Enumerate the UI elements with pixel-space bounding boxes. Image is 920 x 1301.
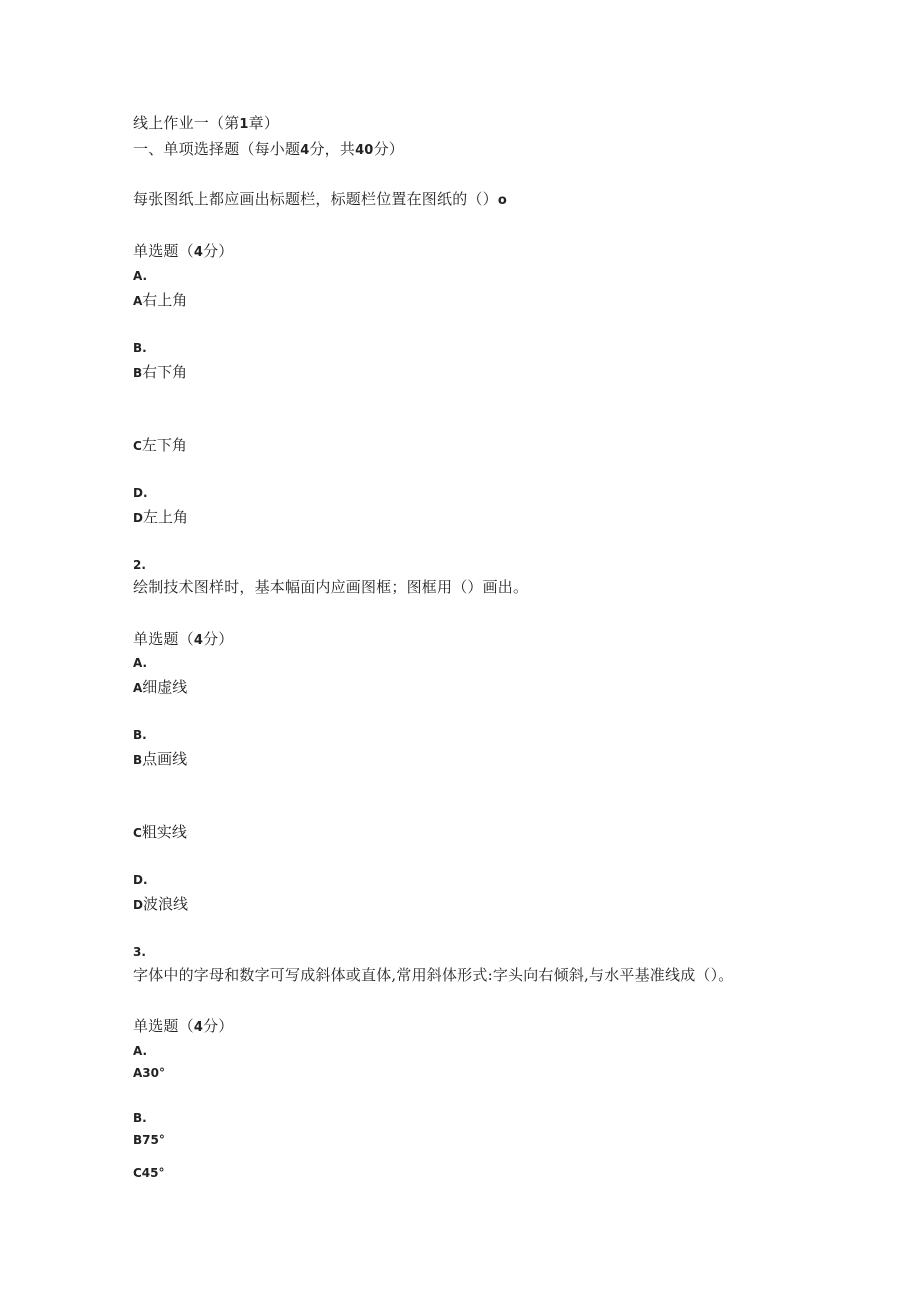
section-score: 4 — [300, 143, 310, 158]
option-c[interactable]: C45° — [133, 1166, 165, 1180]
question-1-stem — [133, 192, 507, 207]
option-a[interactable] — [133, 292, 187, 308]
option-label-b: B. — [133, 341, 147, 355]
option-b[interactable]: B75° — [133, 1133, 165, 1147]
question-2-number: 2. — [133, 558, 146, 572]
title-suffix: 章） — [248, 114, 280, 132]
title-chapter-number: 1 — [239, 117, 249, 132]
question-type-prefix: 单选题（ — [133, 242, 194, 260]
option-a[interactable]: A30° — [133, 1066, 165, 1080]
question-type-suffix: 分） — [203, 630, 234, 648]
option-letter: A — [133, 294, 143, 308]
option-text: 粗实线 — [141, 823, 187, 841]
option-b[interactable] — [133, 751, 187, 767]
option-label-b: B. — [133, 728, 147, 742]
question-type-prefix: 单选题（ — [133, 630, 194, 648]
option-label-a: A. — [133, 1044, 148, 1058]
question-type-score: 4 — [193, 633, 204, 648]
question-type-suffix: 分） — [203, 1017, 234, 1035]
option-letter: C — [133, 826, 142, 840]
option-letter: C — [133, 439, 142, 453]
question-stem-text: 每张图纸上都应画出标题栏，标题栏位置在图纸的（） — [133, 190, 498, 208]
title-prefix: 线上作业一（第 — [133, 114, 240, 132]
option-d[interactable] — [133, 896, 188, 912]
question-type-score: 4 — [193, 1020, 204, 1035]
option-letter: B — [133, 366, 143, 380]
question-3-number: 3. — [133, 945, 146, 959]
question-type-prefix: 单选题（ — [133, 1017, 194, 1035]
option-text: 右下角 — [142, 363, 188, 381]
section-prefix: 一、单项选择题（每小题 — [133, 140, 301, 158]
option-d[interactable] — [133, 509, 188, 525]
section-total: 40 — [355, 143, 374, 158]
section-mid: 分，共 — [309, 140, 356, 158]
question-2-stem: 绘制技术图样时，基本幅面内应画图框；图框用（）画出。 — [133, 578, 529, 596]
question-type-score: 4 — [193, 245, 204, 260]
option-b[interactable] — [133, 364, 187, 380]
option-letter: B — [133, 753, 143, 767]
question-stem-tail: o — [497, 193, 507, 208]
option-label-a: A. — [133, 269, 148, 283]
option-text: 左下角 — [141, 436, 187, 454]
question-type-suffix: 分） — [203, 242, 234, 260]
section-suffix: 分） — [373, 140, 404, 158]
section-heading — [133, 142, 404, 157]
option-label-d: D. — [133, 873, 148, 887]
assignment-title — [133, 116, 279, 131]
option-text: 波浪线 — [142, 895, 188, 913]
option-text: 点画线 — [142, 750, 188, 768]
option-a[interactable] — [133, 679, 187, 695]
option-letter: D — [133, 511, 143, 525]
option-text: 细虚线 — [142, 678, 188, 696]
question-3-stem: 字体中的字母和数字可写成斜体或直体,常用斜体形式:字头向右倾斜,与水平基准线成（）。 — [133, 966, 734, 984]
question-3-type — [133, 1019, 233, 1034]
option-c[interactable] — [133, 824, 187, 840]
option-letter: D — [133, 898, 143, 912]
option-label-b: B. — [133, 1111, 147, 1125]
question-1-type — [133, 244, 233, 259]
option-text: 左上角 — [142, 508, 188, 526]
question-2-type — [133, 632, 233, 647]
option-c[interactable] — [133, 437, 187, 453]
option-text: 右上角 — [142, 291, 188, 309]
option-label-a: A. — [133, 656, 148, 670]
option-label-d: D. — [133, 486, 148, 500]
option-letter: A — [133, 681, 143, 695]
